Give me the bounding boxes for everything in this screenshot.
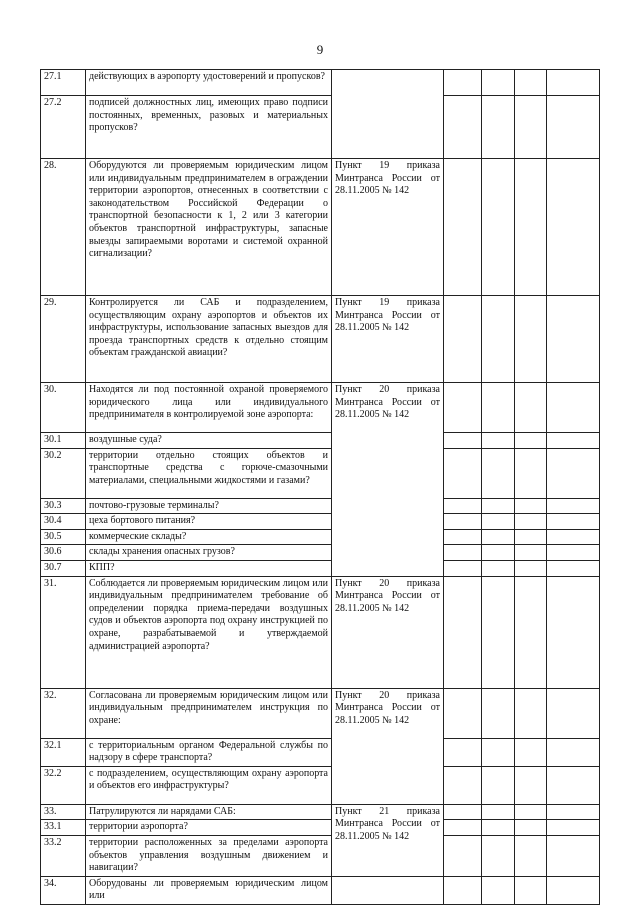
question-text: Контролируется ли САБ и подразделением, осуществляющим охрану аэропортов и объектов их инфраструктуры, использование запасных выездов для проезда транспортных средств к отдельно стоящим объектам гражданской авиации?: [86, 296, 332, 383]
item-number: 33.: [41, 804, 86, 820]
answer-cell: [547, 820, 600, 836]
answer-cell: [482, 383, 515, 433]
legal-basis: Пункт 20 приказа Минтранса России от 28.11.2005 № 142: [332, 688, 444, 804]
question-text: коммерческие склады?: [86, 529, 332, 545]
table-row: [41, 545, 600, 561]
legal-basis: [332, 70, 444, 159]
answer-cell: [515, 876, 547, 904]
answer-cell: [444, 876, 482, 904]
question-text: с подразделением, осуществляющим охрану аэропорта и объектов его инфраструктуры?: [86, 766, 332, 804]
item-number: 30.1: [41, 433, 86, 449]
answer-cell: [444, 159, 482, 296]
answer-cell: [515, 529, 547, 545]
table-row: [41, 296, 600, 383]
answer-cell: [547, 70, 600, 96]
answer-cell: [482, 766, 515, 804]
answer-cell: [482, 688, 515, 738]
answer-cell: [515, 766, 547, 804]
answer-cell: [444, 820, 482, 836]
table-row: [41, 96, 600, 159]
table-row: [41, 529, 600, 545]
item-number: 33.1: [41, 820, 86, 836]
answer-cell: [444, 96, 482, 159]
answer-cell: [547, 498, 600, 514]
table-row: [41, 804, 600, 820]
table-row: [41, 383, 600, 433]
answer-cell: [515, 296, 547, 383]
answer-cell: [482, 576, 515, 688]
answer-cell: [482, 448, 515, 498]
table-row: [41, 835, 600, 876]
question-text: цеха бортового питания?: [86, 514, 332, 530]
answer-cell: [515, 545, 547, 561]
answer-cell: [515, 159, 547, 296]
question-text: Оборудованы ли проверяемым юридическим лицом или: [86, 876, 332, 904]
answer-cell: [444, 529, 482, 545]
answer-cell: [547, 383, 600, 433]
table-row: [41, 766, 600, 804]
answer-cell: [444, 766, 482, 804]
answer-cell: [444, 498, 482, 514]
page-number: 9: [316, 42, 324, 57]
answer-cell: [515, 738, 547, 766]
answer-cell: [515, 576, 547, 688]
item-number: 30.4: [41, 514, 86, 530]
answer-cell: [515, 688, 547, 738]
answer-cell: [547, 545, 600, 561]
legal-basis: [332, 876, 444, 904]
answer-cell: [482, 433, 515, 449]
item-number: 33.2: [41, 835, 86, 876]
answer-cell: [482, 876, 515, 904]
table-row: [41, 70, 600, 96]
answer-cell: [547, 96, 600, 159]
answer-cell: [547, 433, 600, 449]
question-text: Находятся ли под постоянной охраной проверяемого юридического лица или индивидуального предпринимателя в контролируемой зоне аэропорта:: [86, 383, 332, 433]
answer-cell: [444, 383, 482, 433]
question-text: КПП?: [86, 560, 332, 576]
table-row: [41, 433, 600, 449]
legal-basis: Пункт 20 приказа Минтранса России от 28.11.2005 № 142: [332, 576, 444, 688]
answer-cell: [444, 433, 482, 449]
answer-cell: [482, 529, 515, 545]
answer-cell: [515, 835, 547, 876]
question-text: склады хранения опасных грузов?: [86, 545, 332, 561]
answer-cell: [515, 560, 547, 576]
question-text: территории отдельно стоящих объектов и транспортные средства с горюче-смазочными материалами, специальными жидкостями и газами?: [86, 448, 332, 498]
answer-cell: [482, 70, 515, 96]
answer-cell: [547, 766, 600, 804]
item-number: 27.2: [41, 96, 86, 159]
answer-cell: [515, 804, 547, 820]
answer-cell: [482, 498, 515, 514]
answer-cell: [515, 514, 547, 530]
answer-cell: [515, 433, 547, 449]
table-row: [41, 448, 600, 498]
question-text: территории расположенных за пределами аэропорта объектов управления воздушным движением и навигации?: [86, 835, 332, 876]
table-row: [41, 738, 600, 766]
legal-basis: Пункт 20 приказа Минтранса России от 28.11.2005 № 142: [332, 383, 444, 577]
answer-cell: [515, 448, 547, 498]
answer-cell: [444, 688, 482, 738]
answer-cell: [444, 835, 482, 876]
legal-basis: Пункт 19 приказа Минтранса России от 28.11.2005 № 142: [332, 296, 444, 383]
table-row: [41, 876, 600, 904]
answer-cell: [547, 560, 600, 576]
answer-cell: [482, 96, 515, 159]
question-text: действующих в аэропорту удостоверений и пропусков?: [86, 70, 332, 96]
answer-cell: [444, 804, 482, 820]
answer-cell: [547, 514, 600, 530]
answer-cell: [482, 545, 515, 561]
answer-cell: [515, 498, 547, 514]
item-number: 32.: [41, 688, 86, 738]
item-number: 32.1: [41, 738, 86, 766]
answer-cell: [444, 738, 482, 766]
table-row: [41, 560, 600, 576]
table-row: [41, 159, 600, 296]
table-row: [41, 688, 600, 738]
answer-cell: [547, 576, 600, 688]
answer-cell: [482, 159, 515, 296]
question-text: подписей должностных лиц, имеющих право подписи постоянных, временных, разовых и материальных пропусков?: [86, 96, 332, 159]
answer-cell: [547, 159, 600, 296]
table-row: [41, 514, 600, 530]
table-row: [41, 820, 600, 836]
answer-cell: [547, 835, 600, 876]
answer-cell: [482, 820, 515, 836]
item-number: 30.3: [41, 498, 86, 514]
item-number: 30.: [41, 383, 86, 433]
legal-basis: Пункт 19 приказа Минтранса России от 28.11.2005 № 142: [332, 159, 444, 296]
answer-cell: [444, 296, 482, 383]
answer-cell: [547, 529, 600, 545]
answer-cell: [482, 296, 515, 383]
item-number: 31.: [41, 576, 86, 688]
item-number: 27.1: [41, 70, 86, 96]
item-number: 28.: [41, 159, 86, 296]
checklist-body: [41, 70, 600, 905]
table-row: [41, 576, 600, 688]
answer-cell: [547, 448, 600, 498]
answer-cell: [444, 545, 482, 561]
legal-basis: Пункт 21 приказа Минтранса России от 28.11.2005 № 142: [332, 804, 444, 876]
answer-cell: [444, 448, 482, 498]
checklist-table: [40, 69, 600, 905]
answer-cell: [547, 804, 600, 820]
answer-cell: [482, 560, 515, 576]
answer-cell: [547, 296, 600, 383]
answer-cell: [482, 835, 515, 876]
question-text: почтово-грузовые терминалы?: [86, 498, 332, 514]
answer-cell: [482, 738, 515, 766]
item-number: 34.: [41, 876, 86, 904]
item-number: 30.2: [41, 448, 86, 498]
question-text: воздушные суда?: [86, 433, 332, 449]
table-row: [41, 498, 600, 514]
answer-cell: [444, 560, 482, 576]
question-text: Патрулируются ли нарядами САБ:: [86, 804, 332, 820]
question-text: Согласована ли проверяемым юридическим лицом или индивидуальным предпринимателем инструкция по охране:: [86, 688, 332, 738]
item-number: 30.7: [41, 560, 86, 576]
question-text: Оборудуются ли проверяемым юридическим лицом или индивидуальным предпринимателем в ограждении территории аэропортов, отнесенных в соответствии с законодательством Российской Федерации о транспортной безопасности к 1, 2 или 3 категории объектов транспортной инфраструктуры, запасные выезды запираемыми воротами и системой охранной сигнализации?: [86, 159, 332, 296]
item-number: 29.: [41, 296, 86, 383]
answer-cell: [515, 383, 547, 433]
answer-cell: [515, 820, 547, 836]
question-text: Соблюдается ли проверяемым юридическим лицом или индивидуальным предпринимателем требование об определении порядка приема-передачи воздушных судов и объектов аэропорта под охрану инструкцией по охране, разрабатываемой и утверждаемой администрацией аэропорта?: [86, 576, 332, 688]
item-number: 30.5: [41, 529, 86, 545]
answer-cell: [547, 876, 600, 904]
item-number: 30.6: [41, 545, 86, 561]
answer-cell: [444, 576, 482, 688]
answer-cell: [547, 738, 600, 766]
question-text: с территориальным органом Федеральной службы по надзору в сфере транспорта?: [86, 738, 332, 766]
answer-cell: [482, 804, 515, 820]
question-text: территории аэропорта?: [86, 820, 332, 836]
item-number: 32.2: [41, 766, 86, 804]
answer-cell: [547, 688, 600, 738]
answer-cell: [444, 70, 482, 96]
answer-cell: [482, 514, 515, 530]
answer-cell: [444, 514, 482, 530]
answer-cell: [515, 70, 547, 96]
answer-cell: [515, 96, 547, 159]
